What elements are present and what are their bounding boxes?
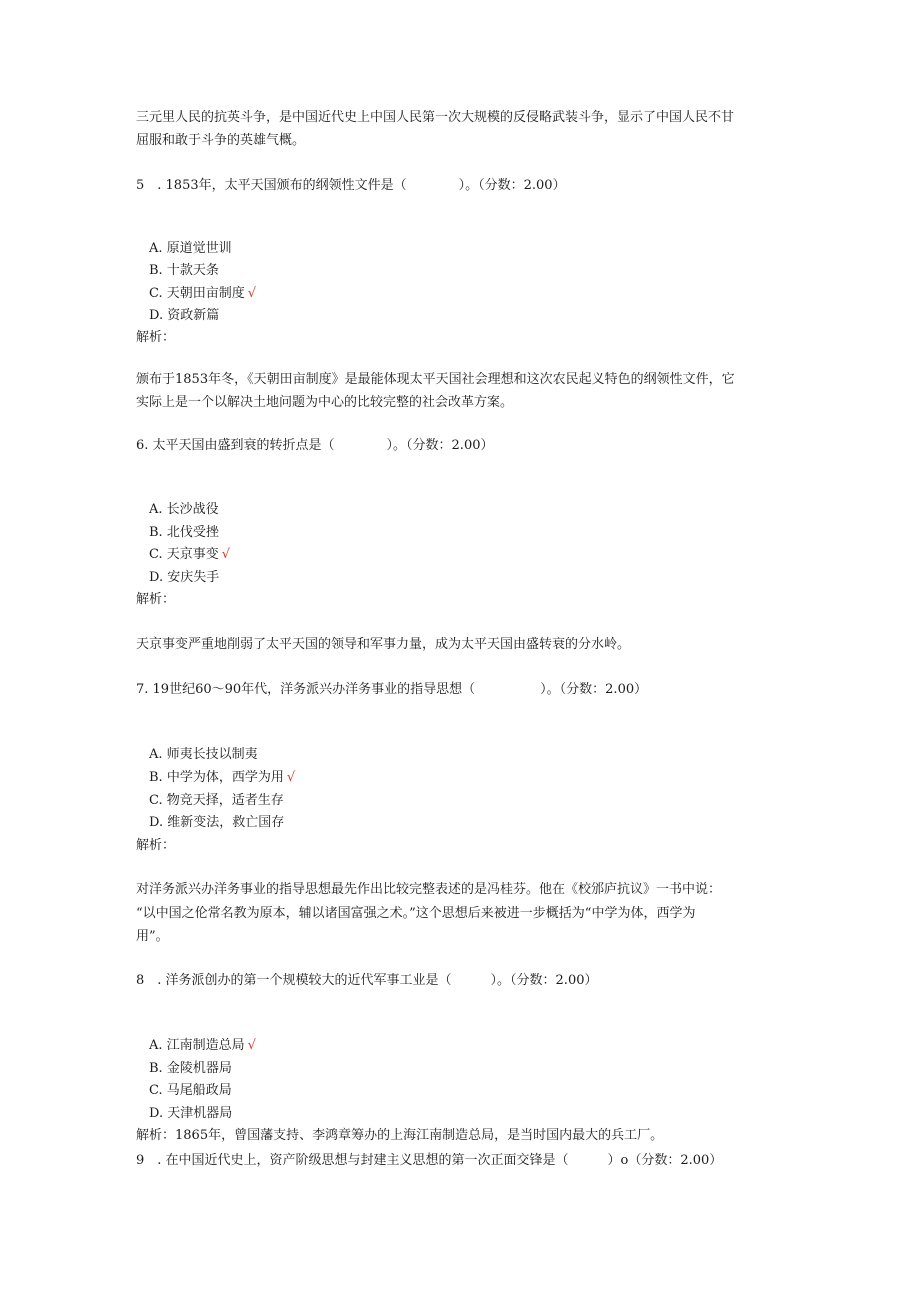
q6-option-a: A. 长沙战役 bbox=[149, 502, 219, 517]
q8-option-d: D. 天津机器局 bbox=[149, 1106, 233, 1121]
correct-check-icon: √ bbox=[247, 1038, 256, 1053]
q5-option-d: D. 资政新篇 bbox=[149, 308, 220, 323]
intro-line-1: 三元里人民的抗英斗争，是中国近代史上中国人民第一次大规模的反侵略武装斗争，显示了中国人民不甘 bbox=[136, 110, 735, 125]
q5-analysis-line-1: 颁布于1853年冬，《天朝田亩制度》是最能体现太平天国社会理想和这次农民起义特色的纲领性文件，它 bbox=[136, 372, 735, 387]
q8-option-c: C. 马尾船政局 bbox=[149, 1083, 232, 1098]
q8-option-a-label: A. 江南制造总局 bbox=[149, 1038, 245, 1053]
q6-option-d: D. 安庆失手 bbox=[149, 570, 220, 585]
correct-check-icon: √ bbox=[247, 286, 257, 301]
correct-check-icon: √ bbox=[286, 770, 296, 785]
q7-analysis-line-3: 用”。 bbox=[136, 929, 169, 944]
question-6-stem: 6. 太平天国由盛到衰的转折点是（ ）。（分数：2.00） bbox=[136, 438, 494, 453]
q6-analysis-label: 解析： bbox=[136, 592, 176, 607]
question-5-stem: 5 . 1853年，太平天国颁布的纲领性文件是（ ）。（分数：2.00） bbox=[136, 178, 566, 193]
q8-option-b: B. 金陵机器局 bbox=[149, 1061, 232, 1076]
q6-option-c bbox=[149, 544, 230, 566]
intro-line-2: 屈服和敢于斗争的英雄气概。 bbox=[136, 133, 306, 148]
question-7-stem: 7. 19世纪60～90年代，洋务派兴办洋务事业的指导思想（ ）。（分数：2.00） bbox=[136, 682, 648, 697]
q7-option-c: C. 物竞天择，适者生存 bbox=[149, 793, 284, 808]
q5-option-a: A. 原道觉世训 bbox=[149, 241, 232, 256]
q8-option-a bbox=[149, 1035, 256, 1057]
q5-option-c bbox=[149, 283, 256, 305]
q8-analysis: 解析：1865年，曾国藩支持、李鸿章筹办的上海江南制造总局，是当时国内最大的兵工厂。 bbox=[136, 1128, 664, 1143]
q6-option-b: B. 北伐受挫 bbox=[149, 525, 219, 540]
q7-option-b bbox=[149, 767, 295, 789]
q5-option-c-label: C. 天朝田亩制度 bbox=[149, 286, 245, 301]
q6-analysis-line-1: 天京事变严重地削弱了太平天国的领导和军事力量，成为太平天国由盛转衰的分水岭。 bbox=[136, 637, 631, 652]
question-9-stem: 9 . 在中国近代史上，资产阶级思想与封建主义思想的第一次正面交锋是（ ）o（分数：2.00） bbox=[136, 1153, 723, 1168]
q6-option-c-label: C. 天京事变 bbox=[149, 547, 219, 562]
q5-option-b: B. 十款天条 bbox=[149, 263, 219, 278]
q7-option-a: A. 师夷长技以制夷 bbox=[149, 747, 258, 762]
correct-check-icon: √ bbox=[221, 547, 231, 562]
q7-analysis-line-2: “以中国之伦常名教为原本，辅以诸国富强之术。”这个思想后来被进一步概括为“中学为体，西学为 bbox=[136, 906, 696, 921]
q7-analysis-label: 解析： bbox=[136, 838, 176, 853]
q5-analysis-label: 解析： bbox=[136, 330, 176, 345]
question-8-stem: 8 . 洋务派创办的第一个规模较大的近代军事工业是（ ）。（分数：2.00） bbox=[136, 973, 598, 988]
q5-analysis-line-2: 实际上是一个以解决土地问题为中心的比较完整的社会改革方案。 bbox=[136, 395, 514, 410]
q7-option-d: D. 维新变法，救亡国存 bbox=[149, 815, 285, 830]
q7-option-b-label: B. 中学为体，西学为用 bbox=[149, 770, 284, 785]
q7-analysis-line-1: 对洋务派兴办洋务事业的指导思想最先作出比较完整表述的是冯桂芬。他在《校邠庐抗议》一书中说： bbox=[136, 882, 722, 897]
